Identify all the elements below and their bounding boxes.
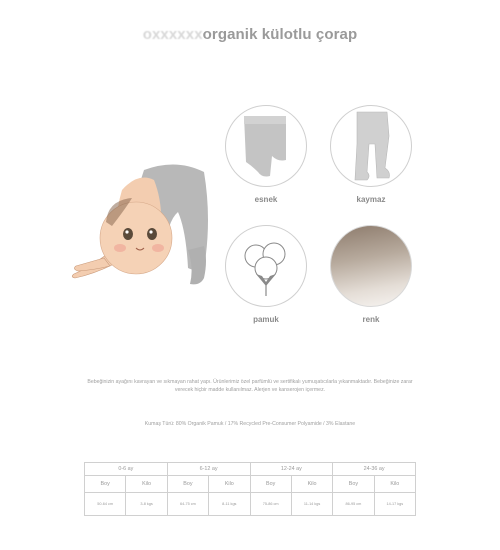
age-group-header: 6-12 ay — [167, 463, 250, 476]
size-table-subheader-row — [85, 476, 416, 493]
boy-value: 75-86 cm — [250, 493, 291, 516]
kilo-value: 14-17 kgs — [374, 493, 415, 516]
age-group-header: 12-24 ay — [250, 463, 333, 476]
kilo-value: 3-8 kgs — [126, 493, 167, 516]
feature-label: esnek — [254, 195, 278, 204]
size-table-value-row — [85, 493, 416, 516]
feature-esnek — [225, 105, 307, 204]
spacer-cell — [374, 516, 415, 527]
feature-kaymaz — [330, 105, 412, 204]
age-group-header: 0-6 ay — [85, 463, 168, 476]
age-group-header: 24-36 ay — [333, 463, 416, 476]
boy-column-header: Boy — [333, 476, 374, 493]
kilo-column-header: Kilo — [374, 476, 415, 493]
color-swatch-icon — [330, 225, 412, 307]
feature-label: pamuk — [253, 315, 279, 324]
boy-column-header: Boy — [167, 476, 208, 493]
boy-column-header: Boy — [250, 476, 291, 493]
spacer-cell — [291, 516, 332, 527]
baby-illustration — [66, 150, 226, 300]
cotton-icon — [225, 225, 307, 307]
boy-value: 86-95 cm — [333, 493, 374, 516]
product-name: organik külotlu çorap — [202, 26, 358, 43]
kilo-column-header: Kilo — [291, 476, 332, 493]
spacer-cell — [333, 516, 374, 527]
feature-label: renk — [362, 315, 380, 324]
non-slip-tights-icon — [330, 105, 412, 187]
tights-icon — [225, 105, 307, 187]
page-title — [0, 26, 500, 43]
boy-value: 50-64 cm — [85, 493, 126, 516]
size-table — [84, 462, 416, 526]
boy-value: 64-75 cm — [167, 493, 208, 516]
kilo-column-header: Kilo — [126, 476, 167, 493]
spacer-cell — [85, 516, 126, 527]
spacer-cell — [126, 516, 167, 527]
spacer-cell — [167, 516, 208, 527]
fabric-composition: Kumaş Türü: 80% Organik Pamuk / 17% Recycled Pre-Consumer Polyamide / 3% Elastane — [144, 421, 356, 427]
spacer-cell — [250, 516, 291, 527]
size-table-spacer-row — [85, 516, 416, 527]
brand-name: oxxxxxx — [142, 26, 203, 43]
boy-column-header: Boy — [85, 476, 126, 493]
feature-pamuk — [225, 225, 307, 324]
spacer-cell — [209, 516, 250, 527]
kilo-value: 11-14 kgs — [291, 493, 332, 516]
kilo-column-header: Kilo — [209, 476, 250, 493]
kilo-value: 8-11 kgs — [209, 493, 250, 516]
feature-renk — [330, 225, 412, 324]
feature-label: kaymaz — [356, 195, 386, 204]
size-table-header-row — [85, 463, 416, 476]
product-description: Bebeğinizin ayağını kavrayan ve sıkmayan rahat yapı. Ürünlerimiz özel parfümlü ve sertifikalı yumuşatıcılarla yıkanmaktadır. Bebeğinize zarar verecek hiçbir madde kullanılmaz. Alerjen ve kanserojen içermez. — [87, 379, 413, 393]
